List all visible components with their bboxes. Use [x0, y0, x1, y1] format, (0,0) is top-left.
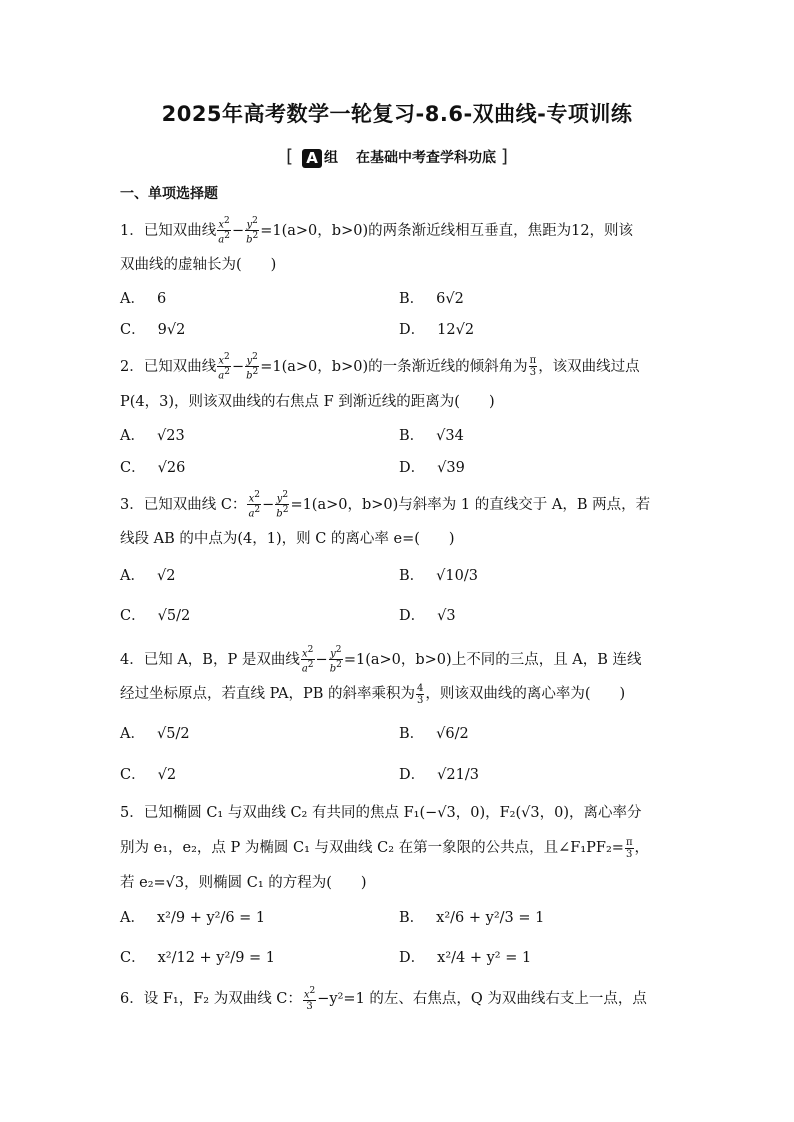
q5-option-c: C． x²/12 + y²/9 = 1: [120, 950, 276, 966]
group-tag-badge: A: [302, 149, 322, 168]
q2-line1: 2．已知双曲线 $\frac{x^2}{a^2}$ − $\frac{y^2}{b^2}$ =1(a>0，b>0)的一条渐近线的倾斜角为 $\frac{\pi}{3}$ ，该双曲线过点: [120, 352, 640, 382]
frac-y2-b2: $\frac{y^2}{b^2}$: [329, 645, 342, 675]
q5-line1: 5．已知椭圆 C₁ 与双曲线 C₂ 有共同的焦点 F₁(−√3，0)，F₂(√3，0)，离心率分: [120, 805, 642, 821]
q4-option-d: D． √21/3: [399, 767, 479, 783]
q3-option-b: B． √10/3: [399, 568, 478, 584]
right-bracket: ]: [500, 146, 508, 167]
q2-option-a: A． √23: [120, 428, 185, 444]
frac-4-3: $\frac{4}{3}$: [417, 682, 424, 706]
q3-option-a: A． √2: [120, 568, 176, 584]
q6-line1: 6．设 F₁，F₂ 为双曲线 C： $\frac{x^2}{3}$ −y²=1 的左、右焦点，Q 为双曲线右支上一点，点: [120, 986, 647, 1013]
q3-line2: 线段 AB 的中点为(4，1)，则 C 的离心率 e=( ): [120, 531, 455, 547]
q4-line2: 经过坐标原点，若直线 PA，PB 的斜率乘积为 $\frac{4}{3}$ ，则该双曲线的离心率为( ): [120, 682, 626, 706]
frac-x2-a2: $\frac{x^2}{a^2}$: [218, 216, 230, 246]
frac-y2-b2: $\frac{y^2}{b^2}$: [246, 352, 259, 382]
q2-option-c: C． √26: [120, 460, 186, 476]
frac-y2-b2: $\frac{y^2}{b^2}$: [246, 216, 259, 246]
q3-line1: 3．已知双曲线 C： $\frac{x^2}{a^2}$ − $\frac{y^2}{b^2}$ =1(a>0，b>0)与斜率为 1 的直线交于 A，B 两点，若: [120, 490, 651, 520]
q5-line3: 若 e₂=√3，则椭圆 C₁ 的方程为( ): [120, 875, 367, 891]
q2-option-b: B． √34: [399, 428, 464, 444]
q4-option-c: C． √2: [120, 767, 177, 783]
group-label: 组: [324, 150, 338, 166]
q1-option-c: C． 9√2: [120, 322, 186, 338]
q5-option-d: D． x²/4 + y² = 1: [399, 950, 532, 966]
q1-prefix: 1．已知双曲线: [120, 222, 217, 239]
q1-option-d: D． 12√2: [399, 322, 475, 338]
left-bracket: [: [286, 146, 294, 167]
section-heading: 一、单项选择题: [120, 186, 218, 202]
q4-option-b: B． √6/2: [399, 726, 469, 742]
frac-x2-a2: $\frac{x^2}{a^2}$: [218, 352, 230, 382]
frac-x2-3: $\frac{x^2}{3}$: [303, 986, 316, 1013]
q2-option-d: D． √39: [399, 460, 465, 476]
frac-pi-3: $\frac{\pi}{3}$: [625, 836, 633, 860]
q1-option-b: B． 6√2: [399, 291, 464, 307]
q1-equation-tail: =1(a>0，b>0)的两条渐近线相互垂直，焦距为12，则该: [260, 222, 634, 239]
frac-y2-b2: $\frac{y^2}{b^2}$: [276, 490, 289, 520]
frac-x2-a2: $\frac{x^2}{a^2}$: [301, 645, 314, 675]
frac-x2-a2: $\frac{x^2}{a^2}$: [248, 490, 261, 520]
q4-option-a: A． √5/2: [120, 726, 190, 742]
page-title: 2025年高考数学一轮复习-8.6-双曲线-专项训练: [161, 102, 633, 126]
q5-line2: 别为 e₁，e₂，点 P 为椭圆 C₁ 与双曲线 C₂ 在第一象限的公共点，且∠F₁PF₂= $\frac{\pi}{3}$ ，: [120, 836, 650, 860]
q5-option-a: A． x²/9 + y²/6 = 1: [120, 910, 266, 926]
q1-option-a: A． 6: [120, 291, 167, 307]
frac-pi-3: $\frac{\pi}{3}$: [529, 355, 537, 379]
q4-line1: 4．已知 A，B，P 是双曲线 $\frac{x^2}{a^2}$ − $\frac{y^2}{b^2}$ =1(a>0，b>0)上不同的三点，且 A，B 连线: [120, 645, 642, 675]
q5-option-b: B． x²/6 + y²/3 = 1: [399, 910, 545, 926]
q1-line2: 双曲线的虚轴长为( ): [120, 257, 277, 273]
group-header: [0, 146, 794, 168]
group-text: 在基础中考查学科功底: [356, 150, 496, 166]
q3-option-c: C． √5/2: [120, 608, 191, 624]
q3-option-d: D． √3: [399, 608, 456, 624]
q2-line2: P(4，3)，则该双曲线的右焦点 F 到渐近线的距离为( ): [120, 394, 495, 410]
q1-line1: 1．已知双曲线 $\frac{x^2}{a^2}$ − $\frac{y^2}{b^2}$ =1(a>0，b>0)的两条渐近线相互垂直，焦距为12，则该: [120, 216, 634, 246]
